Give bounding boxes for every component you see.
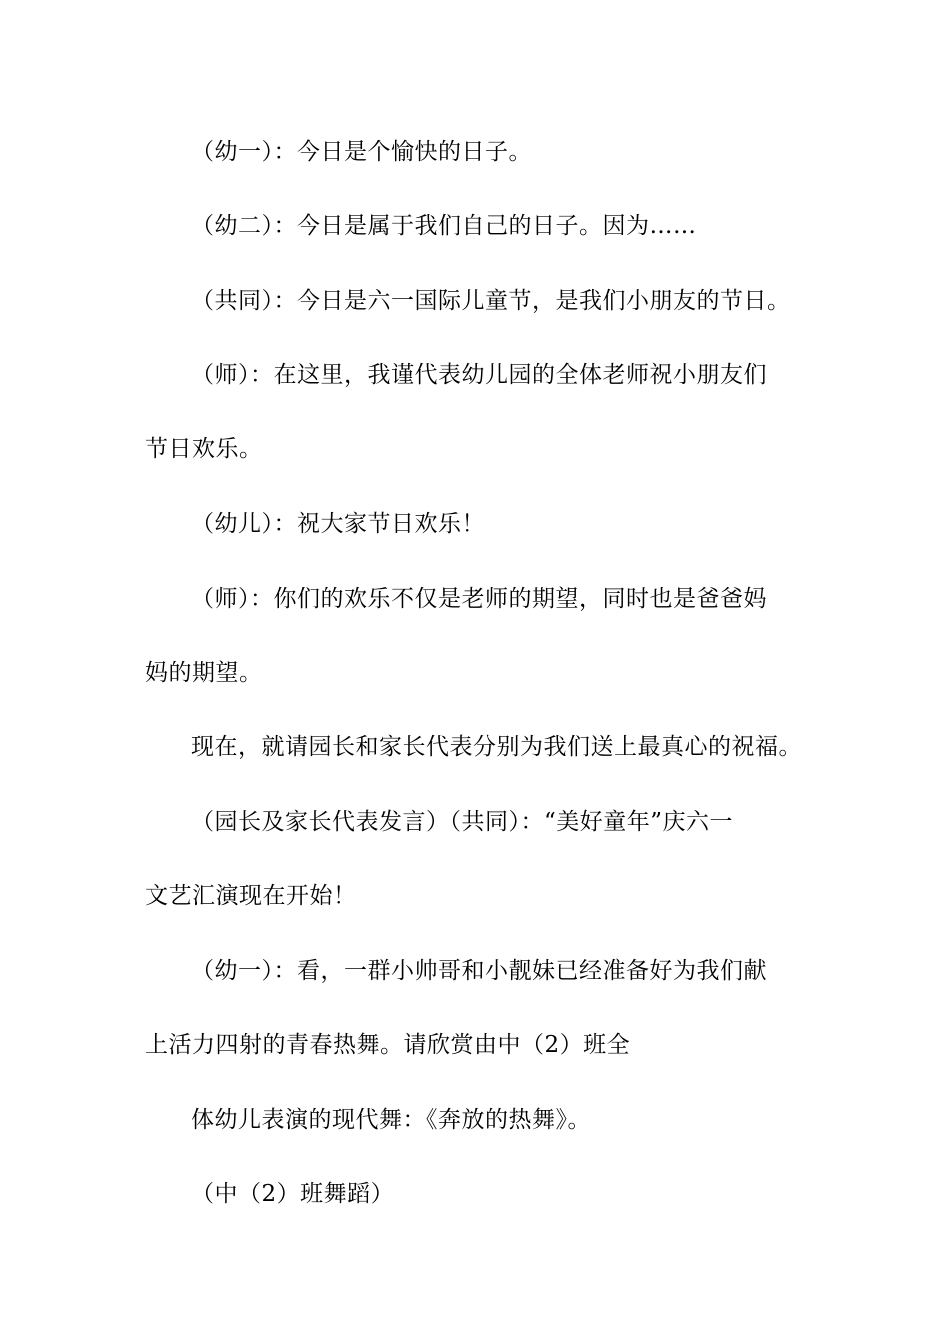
paragraph-line: 妈的期望。 [145, 660, 263, 686]
paragraph-line: （园长及家长代表发言）（共同）：“美好童年”庆六一 [191, 809, 734, 835]
paragraph-line: （师）：你们的欢乐不仅是老师的期望，同时也是爸爸妈 [191, 586, 767, 612]
paragraph-line: 节日欢乐。 [145, 436, 263, 462]
paragraph-line: 现在，就请园长和家长代表分别为我们送上最真心的祝福。 [191, 734, 802, 760]
paragraph-line: （幼一）：看，一群小帅哥和小靓妹已经准备好为我们献 [191, 958, 767, 984]
paragraph-line: （中（2）班舞蹈） [191, 1181, 395, 1207]
paragraph-line: 上活力四射的青春热舞。请欣赏由中（2）班全 [145, 1032, 631, 1058]
paragraph-line: （幼儿）：祝大家节日欢乐！ [191, 511, 485, 537]
paragraph-line: （师）：在这里，我谨代表幼儿园的全体老师祝小朋友们 [191, 362, 767, 388]
paragraph-line: （幼二）：今日是属于我们自己的日子。因为…… [191, 213, 697, 239]
paragraph-line: （幼一）：今日是个愉快的日子。 [191, 139, 532, 165]
paragraph-line: 文艺汇演现在开始！ [145, 883, 357, 909]
paragraph-line: （共同）：今日是六一国际儿童节，是我们小朋友的节日。 [191, 288, 791, 314]
paragraph-line: 体幼儿表演的现代舞：《奔放的热舞》。 [191, 1107, 591, 1133]
